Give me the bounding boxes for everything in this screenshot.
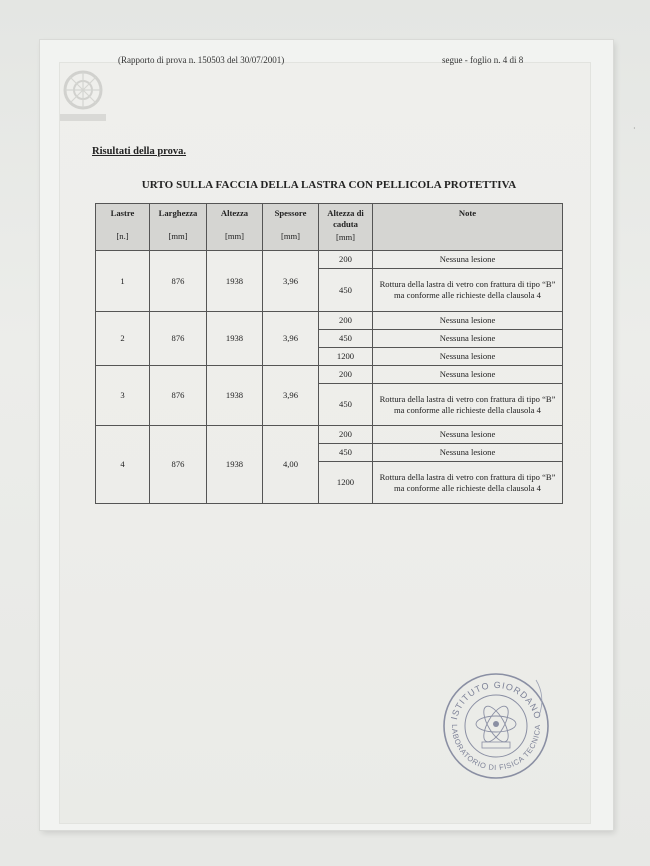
column-header-larghezza: Larghezza [mm]	[150, 204, 207, 251]
stamp-top-text: ISTITUTO GIORDANO	[448, 679, 544, 721]
report-reference: (Rapporto di prova n. 150503 del 30/07/2001)	[118, 55, 285, 65]
cell-lastra: 4	[96, 426, 150, 504]
cell-note: Nessuna lesione	[373, 426, 563, 444]
cell-caduta: 200	[319, 426, 373, 444]
section-title: Risultati della prova.	[92, 146, 187, 157]
column-header-altezza-caduta: Altezza di caduta [mm]	[319, 204, 373, 251]
institute-logo-icon	[56, 66, 110, 126]
cell-caduta: 450	[319, 384, 373, 426]
cell-larghezza: 876	[150, 366, 207, 426]
cell-note: Nessuna lesione	[373, 444, 563, 462]
cell-caduta: 450	[319, 330, 373, 348]
column-header-altezza: Altezza [mm]	[207, 204, 263, 251]
table-row	[96, 312, 563, 330]
cell-note: Rottura della lastra di vetro con frattura di tipo “B” ma conforme alle richieste della clausola 4	[373, 462, 563, 504]
cell-note: Rottura della lastra di vetro con frattura di tipo “B” ma conforme alle richieste della clausola 4	[373, 269, 563, 312]
cell-caduta: 450	[319, 269, 373, 312]
cell-caduta: 200	[319, 312, 373, 330]
cell-note: Nessuna lesione	[373, 251, 563, 269]
cell-caduta: 200	[319, 366, 373, 384]
table-row	[96, 366, 563, 384]
cell-lastra: 1	[96, 251, 150, 312]
cell-altezza: 1938	[207, 426, 263, 504]
cell-caduta: 200	[319, 251, 373, 269]
cell-note: Nessuna lesione	[373, 312, 563, 330]
cell-note: Nessuna lesione	[373, 366, 563, 384]
cell-caduta: 1200	[319, 348, 373, 366]
column-header-lastre: Lastre [n.]	[96, 204, 150, 251]
cell-lastra: 2	[96, 312, 150, 366]
cell-lastra: 3	[96, 366, 150, 426]
cell-spessore: 3,96	[263, 251, 319, 312]
table-row	[96, 251, 563, 269]
results-table	[95, 203, 563, 504]
edge-mark: ·	[633, 124, 636, 133]
cell-altezza: 1938	[207, 251, 263, 312]
cell-note: Nessuna lesione	[373, 330, 563, 348]
page-reference: segue - foglio n. 4 di 8	[442, 55, 524, 65]
institute-stamp-icon	[438, 668, 553, 783]
column-header-spessore: Spessore [mm]	[263, 204, 319, 251]
cell-caduta: 1200	[319, 462, 373, 504]
cell-larghezza: 876	[150, 251, 207, 312]
cell-spessore: 4,00	[263, 426, 319, 504]
cell-larghezza: 876	[150, 426, 207, 504]
cell-note: Rottura della lastra di vetro con frattura di tipo “B” ma conforme alle richieste della clausola 4	[373, 384, 563, 426]
cell-note: Nessuna lesione	[373, 348, 563, 366]
cell-spessore: 3,96	[263, 312, 319, 366]
cell-caduta: 450	[319, 444, 373, 462]
column-header-note: Note	[373, 204, 563, 251]
cell-spessore: 3,96	[263, 366, 319, 426]
table-row	[96, 426, 563, 444]
stamp-bottom-text: LABORATORIO DI FISICA TECNICA	[449, 724, 543, 773]
cell-altezza: 1938	[207, 312, 263, 366]
cell-larghezza: 876	[150, 312, 207, 366]
cell-altezza: 1938	[207, 366, 263, 426]
table-title: URTO SULLA FACCIA DELLA LASTRA CON PELLICOLA PROTETTIVA	[141, 179, 517, 191]
